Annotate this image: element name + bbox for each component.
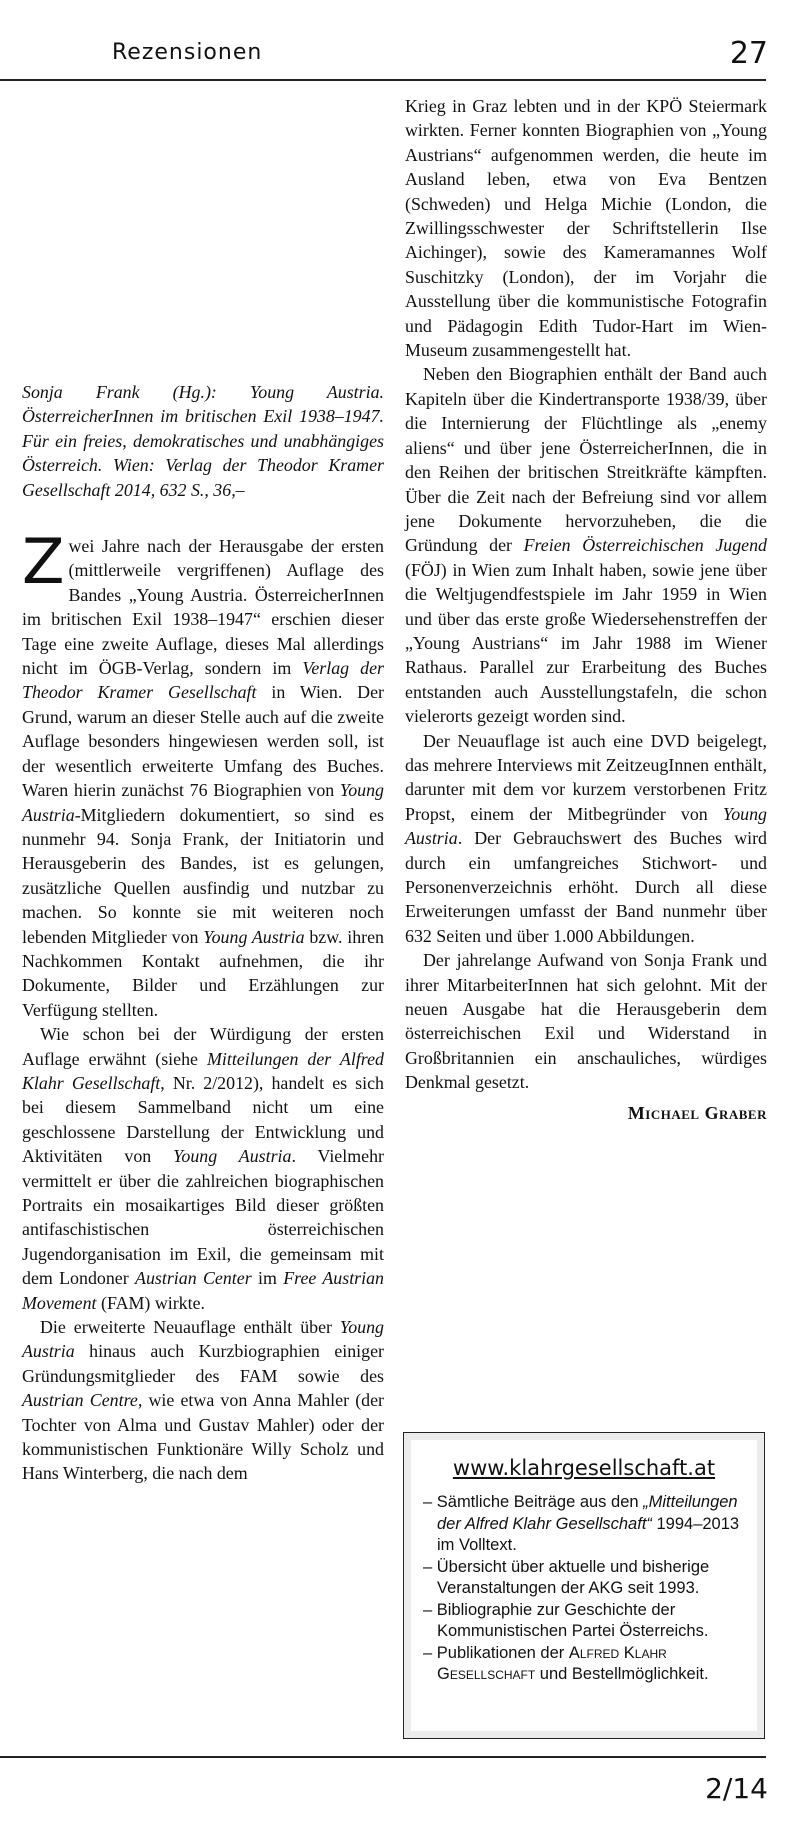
info-item: – Bibliographie zur Geschichte der Kommunistischen Partei Österreichs.: [423, 1600, 709, 1640]
page-header: [0, 0, 800, 80]
website-link[interactable]: www.klahrgesellschaft.at: [452, 1456, 716, 1480]
info-box-content: [411, 1440, 757, 1731]
paragraph-1: Zwei Jahre nach der Herausgabe der ersten (mittlerweile vergriffenen) Auflage des Bandes „Young Austria. ÖsterreicherInnen im britischen Exil 1938–1947“ erschien dieser Tage eine zweite Auflage, dieses Mal allerdings nicht im ÖGB-Verlag, sondern im Verlag der Theodor Kramer Gesellschaft in Wien. Der Grund, warum an dieser Stelle auch auf die zweite Auflage besonders hingewiesen werden soll, ist der wesentlich erweiterte Umfang des Buches. Waren hierin zunächst 76 Biographien von Young Austria-Mitgliedern dokumentiert, so sind es nunmehr 94. Sonja Frank, der Initiatorin und Herausgeberin des Bandes, ist es gelungen, zusätzliche Quellen ausfindig und nutzbar zu machen. So konnte sie mit weiteren noch lebenden Mitglieder von Young Austria bzw. ihren Nachkommen Kontakt aufnehmen, die ihr Dokumente, Bilder und Erzählungen zur Verfügung stellten.: [22, 525, 385, 1020]
info-item: – Sämtliche Beiträge aus den „Mitteilungen der Alfred Klahr Gesellschaft“ 1994–2013 im Volltext.: [423, 1493, 740, 1554]
page-number: 27: [729, 36, 768, 71]
paragraph-5: Der Neuauflage ist auch eine DVD beigelegt, das mehrere Interviews mit ZeitzeugInnen enthält, darunter mit dem vor kurzem verstorbenen Fritz Propst, einem der Mitbegründer von Young Austria. Der Gebrauchswert des Buches wird durch ein umfangreiches Stichwort- und Personenverzeichnis erhöht. Durch all diese Erweiterungen umfasst der Band nunmehr über 632 Seiten und über 1.000 Abbildungen.: [405, 730, 767, 946]
book-reference: Sonja Frank (Hg.): Young Austria. ÖsterreicherInnen im britischen Exil 1938–1947. Für ein freies, demokratisches und unabhängiges Österreich. Wien: Verlag der Theodor Kramer Gesellschaft 2014, 632 S., 36,–: [22, 382, 384, 500]
column-left: [22, 380, 384, 1486]
header-rule: [0, 79, 766, 81]
paragraph-3-continued: Krieg in Graz lebten und in der KPÖ Steiermark wirkten. Ferner konnten Biographien von „Young Austrians“ aufgenommen werden, die heute im Ausland leben, etwa von Eva Bentzen (Schweden) und Helga Michie (London, die Zwillingsschwester der Schriftstellerin Ilse Aichinger), sowie des Kameramannes Wolf Suschitzky (London), der im Vorjahr die Ausstellung über die kommunistische Fotografin und Pädagogin Edith Tudor-Hart im Wien-Museum zusammengestellt hat.: [405, 96, 767, 361]
section-label: Rezensionen: [112, 40, 263, 65]
info-item: – Publikationen der Alfred Klahr Gesellschaft und Bestellmöglichkeit.: [423, 1643, 709, 1683]
paragraph-6: Der jahrelange Aufwand von Sonja Frank und ihrer MitarbeiterInnen hat sich gelohnt. Mit der neuen Ausgabe hat die Herausgeberin dem österreichischen Exil und Widerstand in Großbritannien ein anschauliches, würdiges Denkmal gesetzt.: [405, 950, 767, 1093]
info-item: – Übersicht über aktuelle und bisherige Veranstaltungen der AKG seit 1993.: [423, 1557, 710, 1597]
column-right: [405, 94, 767, 1125]
paragraph-2: Wie schon bei der Würdigung der ersten Auflage erwähnt (siehe Mitteilungen der Alfred Klahr Gesellschaft, Nr. 2/2012), handelt es sich bei diesem Sammelband nicht um eine geschlossene Darstellung der Entwicklung und Aktivitäten von Young Austria. Vielmehr vermittelt er über die zahlreichen biographischen Portraits ein mosaikartiges Bild dieser größten antifaschistischen österreichischen Jugendorganisation im Exil, die gemeinsam mit dem Londoner Austrian Center im Free Austrian Movement (FAM) wirkte.: [22, 1024, 384, 1313]
paragraph-3: Die erweiterte Neuauflage enthält über Young Austria hinaus auch Kurzbiographien einiger Gründungsmitglieder des FAM sowie des Austrian Centre, wie etwa von Anna Mahler (der Tochter von Alma und Gustav Mahler) oder der kommunistischen Funktionäre Willy Scholz und Hans Winterberg, die nach dem: [22, 1317, 384, 1484]
info-box: [403, 1432, 765, 1739]
footer-rule: [0, 1756, 766, 1758]
info-list: [423, 1492, 745, 1686]
issue-number: 2/14: [705, 1772, 768, 1805]
paragraph-4: Neben den Biographien enthält der Band auch Kapiteln über die Kindertransporte 1938/39, über die Internierung der Flüchtlinge als „enemy aliens“ und über jene ÖsterreicherInnen, die in den Reihen der britischen Streitkräfte kämpften. Über die Zeit nach der Befreiung sind vor allem jene Dokumente hervorzuheben, die die Gründung der Freien Österreichischen Jugend (FÖJ) in Wien zum Inhalt haben, sowie jene über die Weltjugendfestspiele im Jahr 1959 in Wien und über das erste große Wiedersehenstreffen der „Young Austrians“ im Jahr 1988 im Wiener Rathaus. Parallel zur Erarbeitung des Buches entstanden auch Ausstellungstafeln, die schon vielerorts gezeigt worden sind.: [405, 364, 767, 727]
review-author: Michael Graber: [627, 1102, 767, 1123]
drop-cap: Z: [22, 525, 65, 599]
